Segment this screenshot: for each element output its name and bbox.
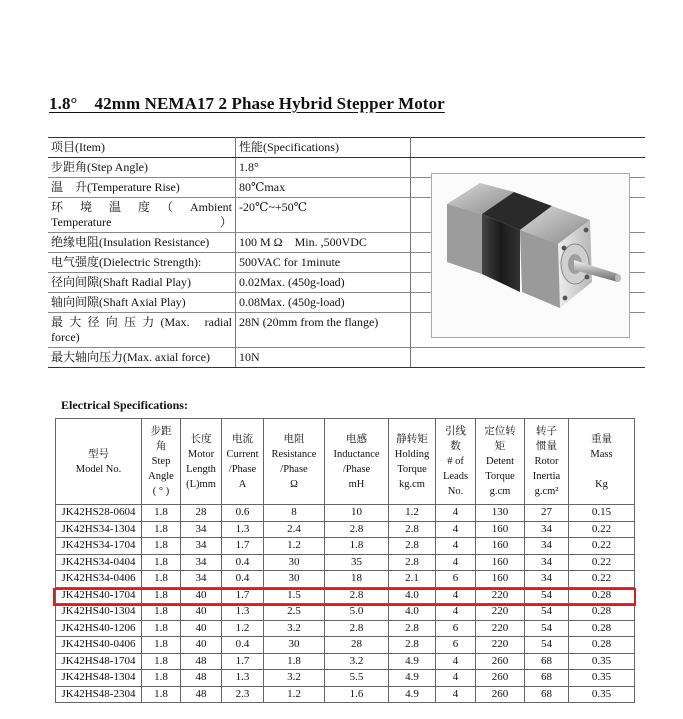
- table-cell: 1.8: [142, 604, 181, 621]
- table-cell: 1.2: [389, 505, 436, 522]
- table-cell: 0.4: [222, 554, 264, 571]
- spec-row: [48, 348, 645, 368]
- table-cell: 3.2: [325, 653, 389, 670]
- table-cell: 2.8: [325, 620, 389, 637]
- header-line: Model No.: [75, 463, 122, 475]
- model-number-cell: JK42HS34-0406: [56, 571, 142, 588]
- table-cell: 0.28: [569, 587, 635, 604]
- table-cell: 30: [264, 637, 325, 654]
- table-cell: 1.8: [325, 538, 389, 555]
- table-cell: 1.8: [142, 505, 181, 522]
- model-number-cell: JK42HS40-1206: [56, 620, 142, 637]
- table-cell: 6: [436, 637, 476, 654]
- electrical-column-header: [142, 419, 181, 505]
- header-line: Kg: [595, 478, 608, 490]
- table-cell: 2.8: [389, 554, 436, 571]
- spec-item-label: 绝缘电阻(Insulation Resistance): [48, 233, 236, 253]
- header-line: kg.cm: [399, 478, 425, 490]
- table-cell: 160: [476, 571, 525, 588]
- spec-item-label: 最 大 径 向 压 力 (Max. radial force): [48, 313, 236, 348]
- table-row: [56, 521, 635, 538]
- table-cell: 34: [525, 521, 569, 538]
- table-cell: 220: [476, 587, 525, 604]
- table-cell: 30: [264, 571, 325, 588]
- table-cell: 2.5: [264, 604, 325, 621]
- header-line: 步距: [150, 426, 172, 437]
- table-cell: 1.7: [222, 587, 264, 604]
- table-cell: 160: [476, 554, 525, 571]
- header-line: Inertia: [532, 471, 561, 482]
- table-cell: 1.6: [325, 686, 389, 703]
- electrical-specifications-heading: Electrical Specifications:: [61, 398, 188, 412]
- header-line: (L)mm: [186, 478, 216, 490]
- table-cell: 4: [436, 505, 476, 522]
- table-cell: 0.6: [222, 505, 264, 522]
- table-cell: 2.8: [389, 538, 436, 555]
- spec-header-empty: [411, 138, 646, 158]
- table-cell: 0.35: [569, 670, 635, 687]
- table-cell: 1.8: [142, 521, 181, 538]
- table-cell: 4: [436, 653, 476, 670]
- table-cell: 27: [525, 505, 569, 522]
- model-number-cell: JK42HS34-1704: [56, 538, 142, 555]
- spec-item-value: -20℃~+50℃: [236, 198, 411, 233]
- header-line: Torque: [485, 471, 515, 482]
- model-number-cell: JK42HS40-1704: [56, 587, 142, 604]
- table-cell: 0.15: [569, 505, 635, 522]
- table-row: [56, 571, 635, 588]
- spec-header-value: 性能(Specifications): [236, 138, 411, 158]
- table-cell: 260: [476, 670, 525, 687]
- electrical-column-header: [325, 419, 389, 505]
- table-cell: 34: [181, 521, 222, 538]
- spec-item-label: 环 境 温 度 （ Ambient Temperature）: [48, 198, 236, 233]
- electrical-column-header: [436, 419, 476, 505]
- table-cell: 2.8: [325, 521, 389, 538]
- model-number-cell: JK42HS48-1704: [56, 653, 142, 670]
- table-cell: 1.8: [142, 686, 181, 703]
- table-cell: 1.3: [222, 521, 264, 538]
- table-cell: 1.8: [142, 571, 181, 588]
- header-line: 电流: [232, 433, 253, 445]
- header-line: 矩: [494, 441, 506, 452]
- table-cell: 4.0: [389, 587, 436, 604]
- table-cell: 4: [436, 554, 476, 571]
- table-cell: 160: [476, 538, 525, 555]
- table-cell: 48: [181, 653, 222, 670]
- spec-item-value: 1.8°: [236, 158, 411, 178]
- table-cell: 4.9: [389, 670, 436, 687]
- table-cell: 3.2: [264, 620, 325, 637]
- table-cell: 68: [525, 653, 569, 670]
- table-cell: 2.8: [389, 637, 436, 654]
- header-line: Resistance: [271, 448, 317, 460]
- model-number-cell: JK42HS48-1304: [56, 670, 142, 687]
- table-cell: 1.8: [142, 587, 181, 604]
- spec-item-value: 100 M Ω Min. ,500VDC: [236, 233, 411, 253]
- table-cell: 54: [525, 620, 569, 637]
- table-cell: 2.8: [389, 620, 436, 637]
- table-cell: 1.8: [142, 538, 181, 555]
- table-cell: 1.8: [142, 670, 181, 687]
- table-cell: 54: [525, 637, 569, 654]
- table-cell: 40: [181, 620, 222, 637]
- table-cell: 30: [264, 554, 325, 571]
- header-line: /Phase: [342, 463, 371, 475]
- table-cell: 34: [525, 571, 569, 588]
- table-cell: 4.0: [389, 604, 436, 621]
- header-line: 角: [155, 441, 167, 452]
- model-number-cell: JK42HS40-1304: [56, 604, 142, 621]
- header-line: [569, 462, 634, 477]
- table-cell: 48: [181, 686, 222, 703]
- table-cell: 2.1: [389, 571, 436, 588]
- header-line: Rotor: [534, 456, 559, 467]
- spec-item-label: 径向间隙(Shaft Radial Play): [48, 273, 236, 293]
- header-line: 静转矩: [396, 433, 428, 445]
- table-cell: 220: [476, 620, 525, 637]
- spec-item-value: 10N: [236, 348, 411, 368]
- header-line: Mass: [590, 448, 613, 460]
- electrical-column-header: [222, 419, 264, 505]
- spec-item-label: 温 升(Temperature Rise): [48, 178, 236, 198]
- electrical-column-header: [181, 419, 222, 505]
- table-cell: 0.28: [569, 637, 635, 654]
- model-number-cell: JK42HS34-1304: [56, 521, 142, 538]
- electrical-specifications-table: [55, 418, 635, 703]
- table-cell: 1.8: [142, 554, 181, 571]
- header-line: 惯量: [536, 441, 557, 452]
- table-cell: 34: [525, 554, 569, 571]
- header-line: No.: [447, 486, 464, 497]
- table-cell: 4: [436, 604, 476, 621]
- table-cell: 68: [525, 686, 569, 703]
- table-row: [56, 538, 635, 555]
- table-row: [56, 670, 635, 687]
- table-cell: 34: [181, 554, 222, 571]
- table-cell: 1.5: [264, 587, 325, 604]
- table-cell: 0.22: [569, 538, 635, 555]
- table-cell: 0.28: [569, 604, 635, 621]
- table-cell: 0.28: [569, 620, 635, 637]
- table-cell: 34: [525, 538, 569, 555]
- header-line: Detent: [486, 456, 514, 467]
- table-cell: 8: [264, 505, 325, 522]
- table-cell: 1.2: [264, 686, 325, 703]
- table-cell: 4: [436, 670, 476, 687]
- spec-item-value: 0.02Max. (450g-load): [236, 273, 411, 293]
- table-cell: 1.8: [142, 637, 181, 654]
- table-cell: 68: [525, 670, 569, 687]
- table-cell: 0.4: [222, 637, 264, 654]
- table-cell: 10: [325, 505, 389, 522]
- header-line: Torque: [397, 463, 427, 475]
- table-cell: 0.22: [569, 554, 635, 571]
- model-number-cell: JK42HS40-0406: [56, 637, 142, 654]
- header-line: Motor: [187, 448, 215, 460]
- table-cell: 2.3: [222, 686, 264, 703]
- header-line: Inductance: [333, 448, 380, 460]
- table-cell: 5.0: [325, 604, 389, 621]
- spec-item-value: 500VAC for 1minute: [236, 253, 411, 273]
- page-title: 1.8° 42mm NEMA17 2 Phase Hybrid Stepper Motor: [49, 94, 445, 113]
- table-cell: 260: [476, 653, 525, 670]
- table-cell: 40: [181, 637, 222, 654]
- table-cell: 1.3: [222, 604, 264, 621]
- spec-item-value: 28N (20mm from the flange): [236, 313, 411, 348]
- model-number-cell: JK42HS28-0604: [56, 505, 142, 522]
- table-cell: 1.8: [142, 620, 181, 637]
- table-cell: 0.22: [569, 521, 635, 538]
- table-cell: 0.22: [569, 571, 635, 588]
- header-line: 电阻: [283, 433, 305, 445]
- table-cell: 0.35: [569, 653, 635, 670]
- table-cell: 2.8: [389, 521, 436, 538]
- table-cell: 4: [436, 587, 476, 604]
- table-cell: 260: [476, 686, 525, 703]
- header-line: ( ° ): [152, 486, 170, 497]
- header-line: 重量: [591, 433, 612, 445]
- table-cell: 5.5: [325, 670, 389, 687]
- table-row: [56, 653, 635, 670]
- highlighted-row-frame: [53, 588, 636, 606]
- electrical-column-header: [264, 419, 325, 505]
- table-cell: 54: [525, 604, 569, 621]
- table-cell: 2.4: [264, 521, 325, 538]
- table-cell: 0.35: [569, 686, 635, 703]
- stepper-motor-image: [432, 174, 629, 337]
- spec-item-label: 电气强度(Dielectric Strength):: [48, 253, 236, 273]
- table-cell: 160: [476, 521, 525, 538]
- header-line: A: [238, 478, 247, 490]
- spec-item-label: 轴向间隙(Shaft Axial Play): [48, 293, 236, 313]
- electrical-column-header: [569, 419, 635, 505]
- table-cell: 35: [325, 554, 389, 571]
- header-line: /Phase: [280, 463, 308, 475]
- table-cell: 0.4: [222, 571, 264, 588]
- table-cell: 4: [436, 686, 476, 703]
- header-line: Step: [151, 456, 171, 467]
- table-cell: 54: [525, 587, 569, 604]
- table-cell: 3.2: [264, 670, 325, 687]
- header-line: 转子: [536, 426, 557, 437]
- spec-item-label: 最大轴向压力(Max. axial force): [48, 348, 236, 368]
- table-cell: 4.9: [389, 653, 436, 670]
- header-line: 引线: [445, 426, 466, 437]
- header-line: Angle: [148, 471, 174, 482]
- table-cell: 4: [436, 538, 476, 555]
- table-cell: 220: [476, 637, 525, 654]
- header-line: /Phase: [228, 463, 257, 475]
- header-line: Length: [186, 463, 216, 475]
- table-cell: 4.9: [389, 686, 436, 703]
- electrical-header-row: [56, 419, 635, 505]
- table-cell: 48: [181, 670, 222, 687]
- header-line: Holding: [394, 448, 430, 460]
- spec-item-value: 80℃max: [236, 178, 411, 198]
- motor-photo: [431, 173, 630, 338]
- table-cell: 4: [436, 521, 476, 538]
- electrical-column-header: [56, 419, 142, 505]
- electrical-column-header: [389, 419, 436, 505]
- header-line: # of: [447, 456, 464, 467]
- spec-header-item: 项目(Item): [48, 138, 236, 158]
- header-line: 电感: [346, 433, 367, 445]
- model-number-cell: JK42HS34-0404: [56, 554, 142, 571]
- header-line: Current: [226, 448, 259, 460]
- table-row: [56, 505, 635, 522]
- spec-item-value: 0.08Max. (450g-load): [236, 293, 411, 313]
- table-cell: 220: [476, 604, 525, 621]
- table-row: [56, 620, 635, 637]
- table-cell: 34: [181, 538, 222, 555]
- table-row: [56, 637, 635, 654]
- header-line: g.cm: [489, 486, 511, 497]
- table-cell: 1.8: [264, 653, 325, 670]
- header-line: 型号: [88, 448, 109, 460]
- electrical-column-header: [476, 419, 525, 505]
- table-cell: 28: [181, 505, 222, 522]
- header-line: Leads: [442, 471, 469, 482]
- spec-header-row: [48, 138, 645, 158]
- table-cell: 6: [436, 620, 476, 637]
- table-cell: 1.3: [222, 670, 264, 687]
- table-cell: 28: [325, 637, 389, 654]
- table-cell: 40: [181, 604, 222, 621]
- table-cell: 1.2: [222, 620, 264, 637]
- model-number-cell: JK42HS48-2304: [56, 686, 142, 703]
- table-cell: 1.8: [142, 653, 181, 670]
- table-cell: 1.7: [222, 653, 264, 670]
- header-line: Ω: [290, 478, 298, 490]
- table-row: [56, 554, 635, 571]
- header-line: g.cm²: [534, 486, 559, 497]
- header-line: 定位转: [484, 426, 516, 437]
- header-line: 数: [450, 441, 461, 452]
- table-cell: 130: [476, 505, 525, 522]
- table-cell: 2.8: [325, 587, 389, 604]
- table-cell: 40: [181, 587, 222, 604]
- table-row: [56, 686, 635, 703]
- header-line: 长度: [190, 433, 212, 445]
- spec-item-label: 步距角(Step Angle): [48, 158, 236, 178]
- header-line: mH: [348, 478, 365, 490]
- table-cell: 34: [181, 571, 222, 588]
- bottom-fade: [0, 705, 683, 719]
- spec-row-spacer: [411, 348, 646, 368]
- table-cell: 1.7: [222, 538, 264, 555]
- table-cell: 1.2: [264, 538, 325, 555]
- electrical-column-header: [525, 419, 569, 505]
- table-cell: 18: [325, 571, 389, 588]
- table-cell: 6: [436, 571, 476, 588]
